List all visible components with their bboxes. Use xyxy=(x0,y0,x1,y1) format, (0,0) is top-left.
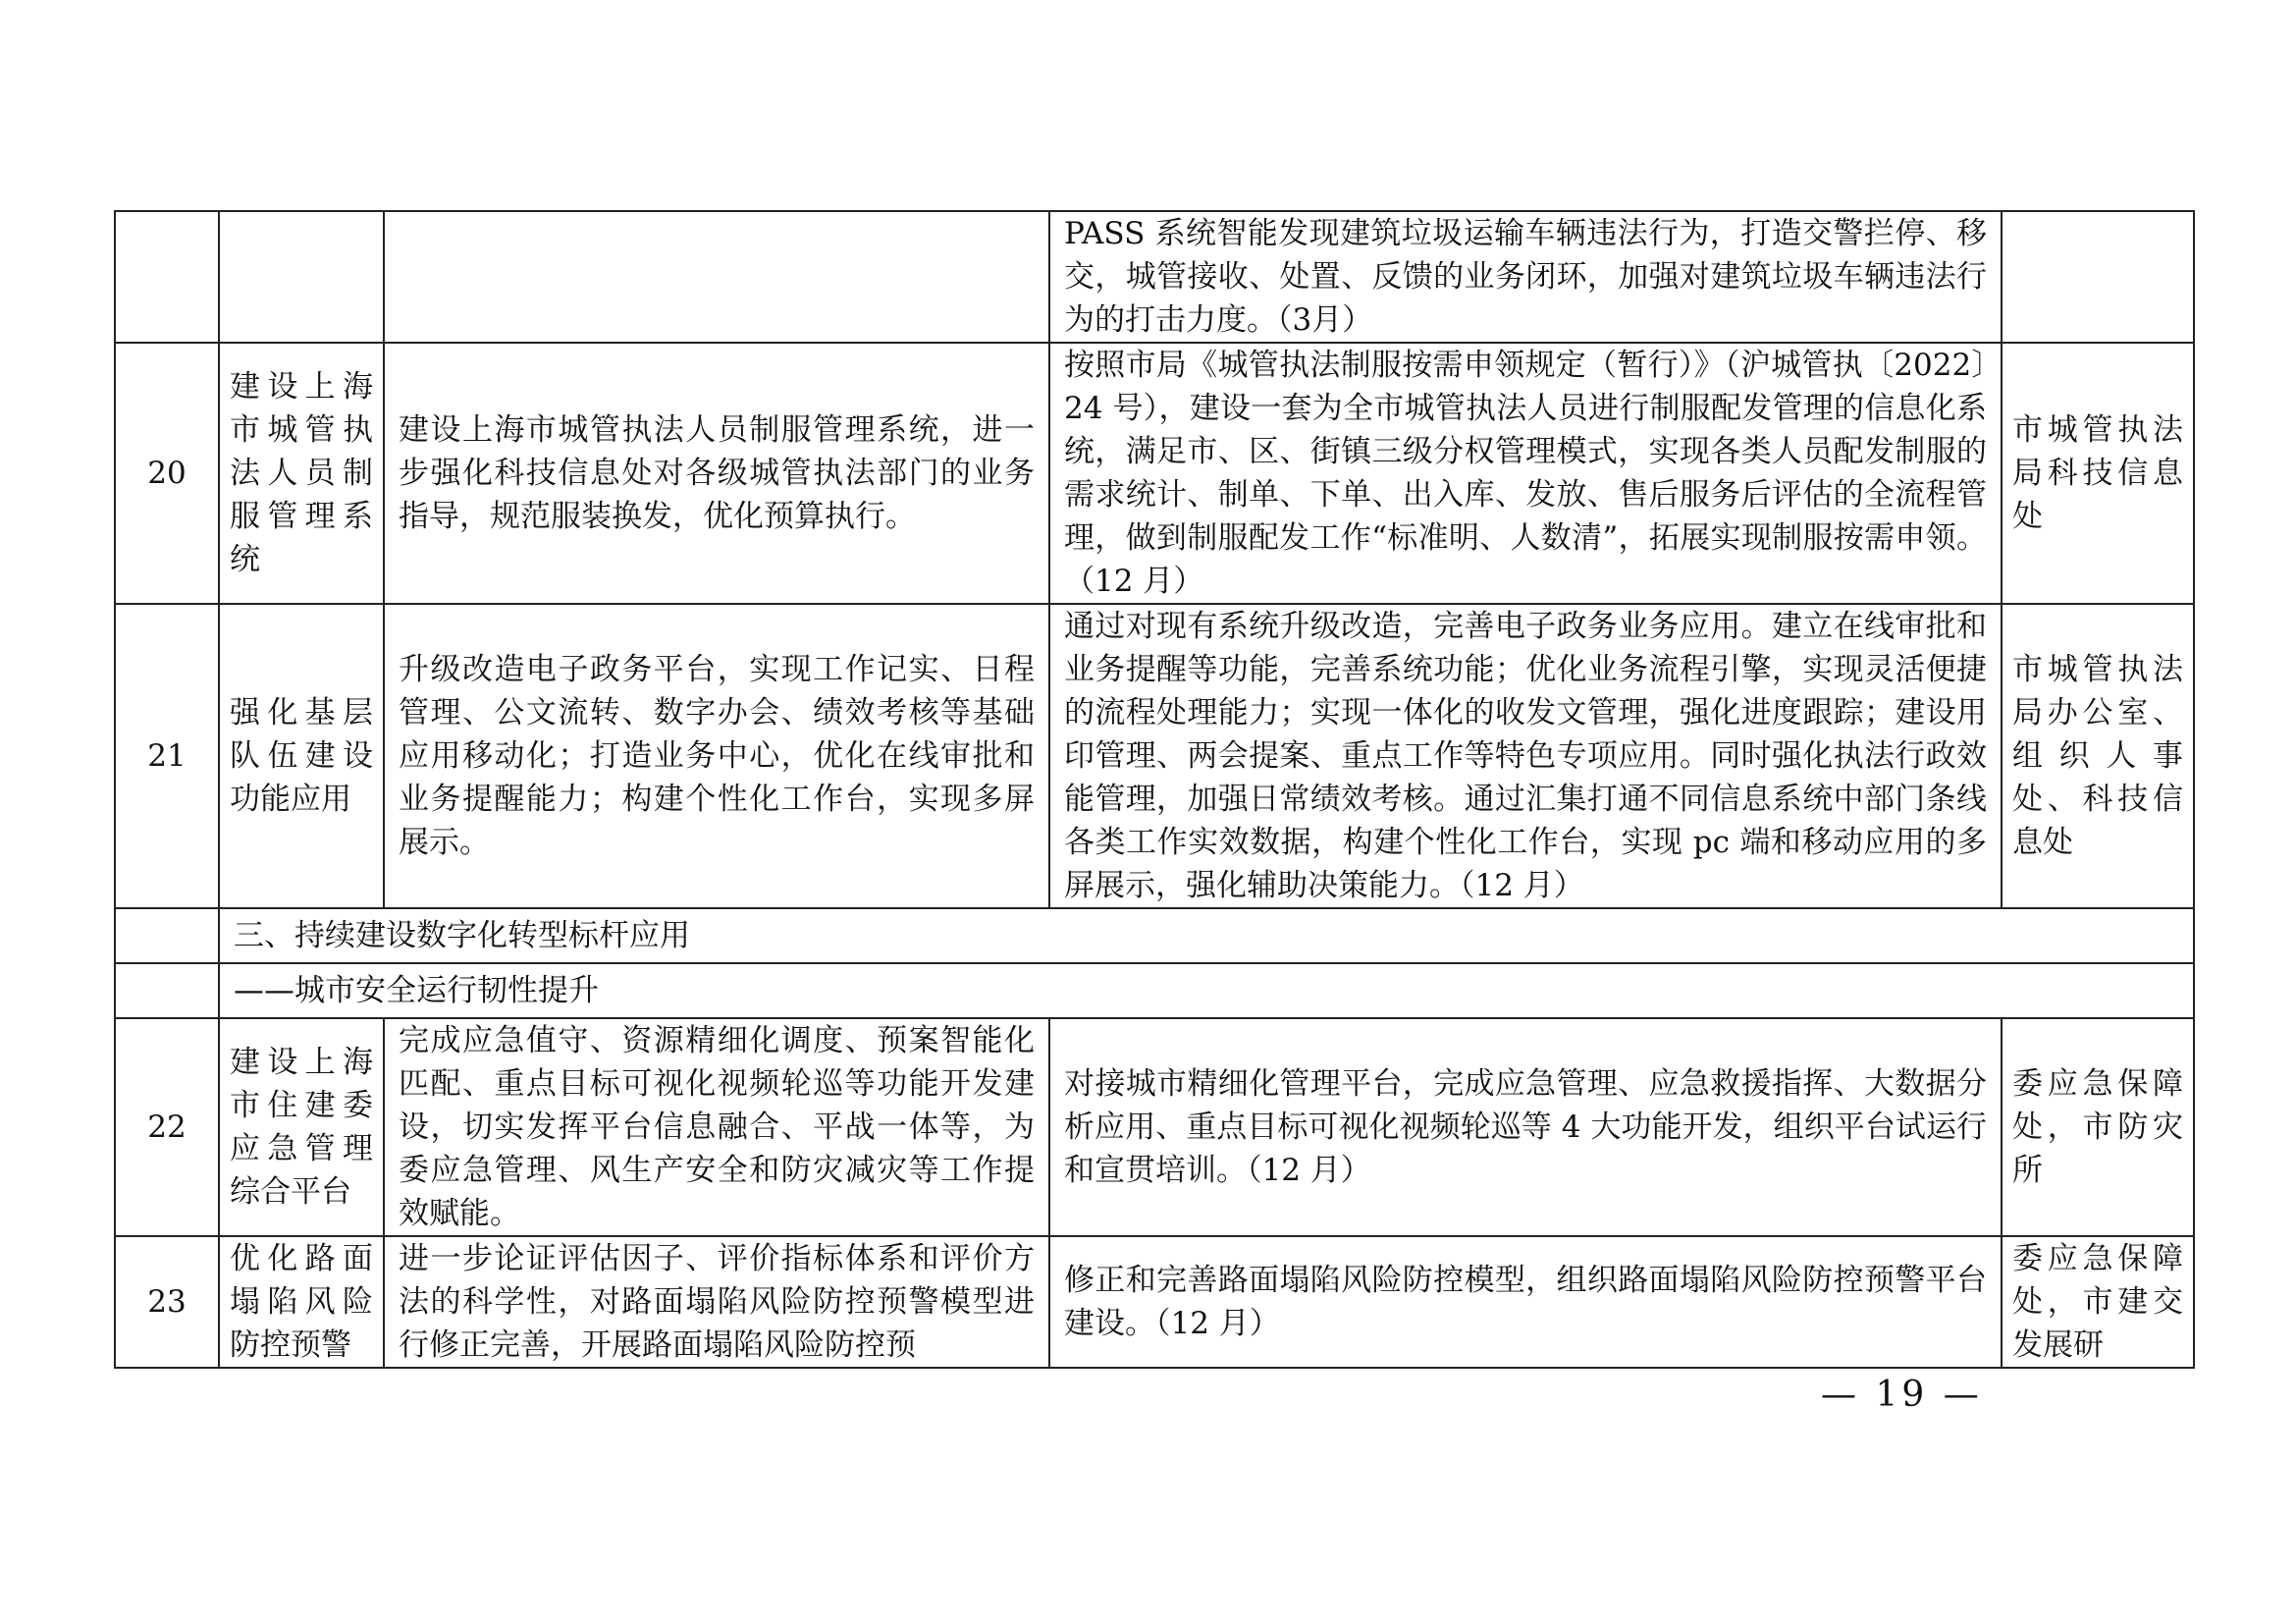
responsible-dept: 市城管执法局科技信息处 xyxy=(2002,343,2194,604)
row-number: 22 xyxy=(115,1018,219,1236)
responsible-dept: 委应急保障处，市防灾所 xyxy=(2002,1018,2194,1236)
page-number: — 19 — xyxy=(1821,1375,1983,1415)
table-row xyxy=(115,211,2194,343)
project-task: 通过对现有系统升级改造，完善电子政务业务应用。建立在线审批和业务提醒等功能，完善系统功能；优化业务流程引擎，实现灵活便捷的流程处理能力；实现一体化的收发文管理，强化进度跟踪；建设用印管理、两会提案、重点工作等特色专项应用。同时强化执法行政效能管理，加强日常绩效考核。通过汇集打通不同信息系统中部门条线各类工作实效数据，构建个性化工作台，实现 pc 端和移动应用的多屏展示，强化辅助决策能力。（12 月） xyxy=(1049,604,2002,908)
responsible-dept: 市城管执法局办公室、组织人事处、科技信息处 xyxy=(2002,604,2194,908)
project-task: 对接城市精细化管理平台，完成应急管理、应急救援指挥、大数据分析应用、重点目标可视化视频轮巡等 4 大功能开发，组织平台试运行和宣贯培训。（12 月） xyxy=(1049,1018,2002,1236)
project-goal: 建设上海市城管执法人员制服管理系统，进一步强化科技信息处对各级城管执法部门的业务指导，规范服装换发，优化预算执行。 xyxy=(384,343,1049,604)
table-row xyxy=(115,1018,2194,1236)
project-goal: 升级改造电子政务平台，实现工作记实、日程管理、公文流转、数字办会、绩效考核等基础应用移动化；打造业务中心，优化在线审批和业务提醒能力；构建个性化工作台，实现多屏展示。 xyxy=(384,604,1049,908)
responsible-dept xyxy=(2002,211,2194,343)
project-name: 优化路面塌陷风险防控预警 xyxy=(219,1236,384,1368)
row-number xyxy=(115,211,219,343)
section-title: 三、持续建设数字化转型标杆应用 xyxy=(219,908,2194,963)
table-row xyxy=(115,604,2194,908)
responsible-dept: 委应急保障处，市建交发展研 xyxy=(2002,1236,2194,1368)
subsection-row xyxy=(115,963,2194,1018)
project-task: 修正和完善路面塌陷风险防控模型，组织路面塌陷风险防控预警平台建设。（12 月） xyxy=(1049,1236,2002,1368)
project-goal: 进一步论证评估因子、评价指标体系和评价方法的科学性，对路面塌陷风险防控预警模型进行修正完善，开展路面塌陷风险防控预 xyxy=(384,1236,1049,1368)
table-row xyxy=(115,343,2194,604)
project-name: 强化基层队伍建设功能应用 xyxy=(219,604,384,908)
task-table xyxy=(114,210,2195,1369)
project-goal xyxy=(384,211,1049,343)
project-name xyxy=(219,211,384,343)
row-number: 21 xyxy=(115,604,219,908)
project-name: 建设上海市住建委应急管理综合平台 xyxy=(219,1018,384,1236)
project-task: 按照市局《城管执法制服按需申领规定（暂行）》（沪城管执〔2022〕24 号），建设一套为全市城管执法人员进行制服配发管理的信息化系统，满足市、区、街镇三级分权管理模式，实现各类人员配发制服的需求统计、制单、下单、出入库、发放、售后服务后评估的全流程管理，做到制服配发工作“标准明、人数清”，拓展实现制服按需申领。（12 月） xyxy=(1049,343,2002,604)
subsection-title: ——城市安全运行韧性提升 xyxy=(219,963,2194,1018)
table-row xyxy=(115,1236,2194,1368)
row-number: 20 xyxy=(115,343,219,604)
project-task: PASS 系统智能发现建筑垃圾运输车辆违法行为，打造交警拦停、移交，城管接收、处置、反馈的业务闭环，加强对建筑垃圾车辆违法行为的打击力度。（3月） xyxy=(1049,211,2002,343)
row-number: 23 xyxy=(115,1236,219,1368)
project-goal: 完成应急值守、资源精细化调度、预案智能化匹配、重点目标可视化视频轮巡等功能开发建设，切实发挥平台信息融合、平战一体等，为委应急管理、风生产安全和防灾减灾等工作提效赋能。 xyxy=(384,1018,1049,1236)
project-name: 建设上海市城管执法人员制服管理系统 xyxy=(219,343,384,604)
section-row xyxy=(115,908,2194,963)
